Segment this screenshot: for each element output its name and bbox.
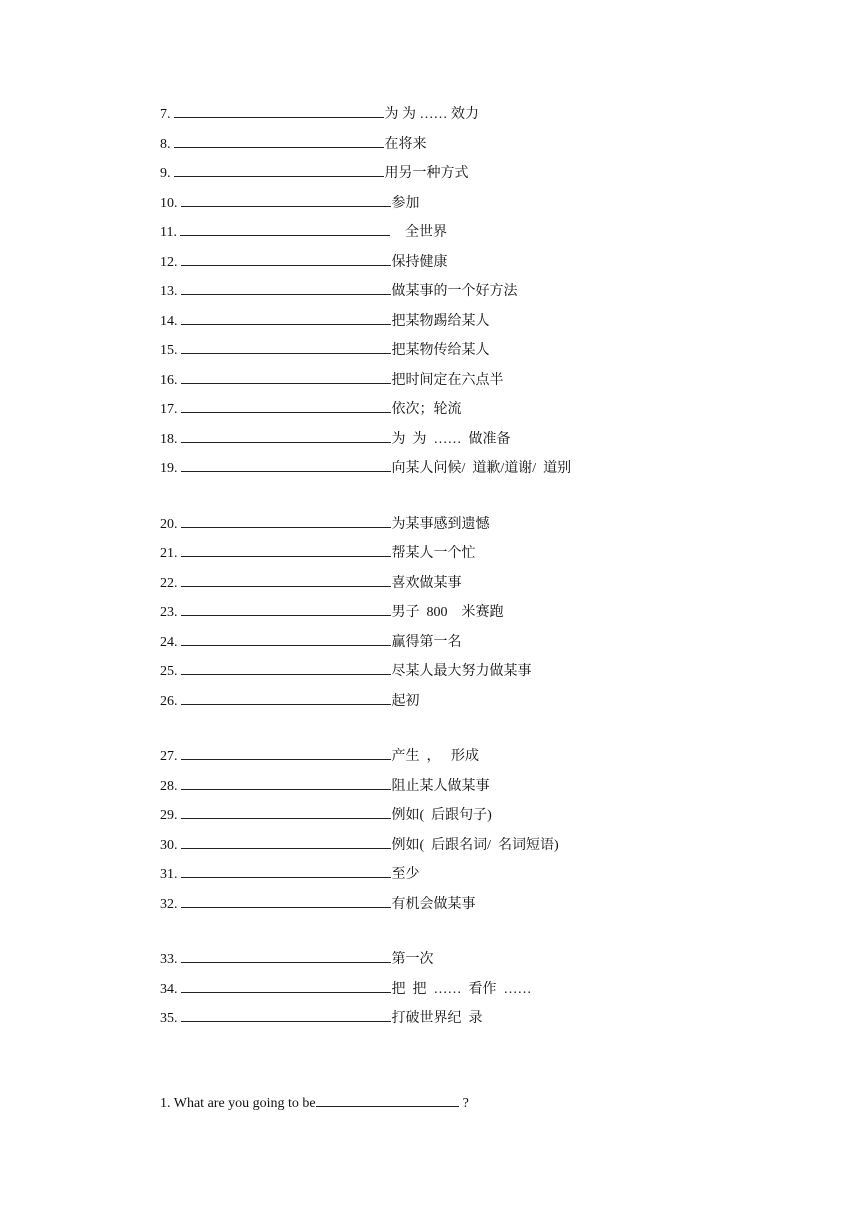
item-number: 33. <box>160 952 178 967</box>
answer-blank[interactable] <box>181 948 391 963</box>
item-number: 16. <box>160 372 178 388</box>
item-number: 32. <box>160 896 178 912</box>
list-item <box>160 834 571 864</box>
item-number: 11. <box>160 225 177 240</box>
answer-blank[interactable] <box>181 804 391 819</box>
list-item <box>160 398 571 428</box>
item-meaning: 第一次 <box>391 952 434 967</box>
item-meaning: 例如( 后跟名词/ 名词短语) <box>391 837 559 853</box>
item-meaning: 尽某人最大努力做某事 <box>391 664 532 679</box>
list-item <box>160 339 571 369</box>
item-number: 34. <box>160 981 178 997</box>
item-number: 26. <box>160 693 178 709</box>
item-meaning: 为某事感到遗憾 <box>391 516 490 532</box>
list-item <box>160 863 571 893</box>
item-number: 15. <box>160 343 178 358</box>
item-number: 17. <box>160 402 178 417</box>
item-number: 23. <box>160 605 178 620</box>
item-meaning: 阻止某人做某事 <box>391 778 490 794</box>
item-number: 20. <box>160 516 178 532</box>
answer-blank[interactable] <box>181 192 391 207</box>
list-item <box>160 601 571 631</box>
answer-blank[interactable] <box>181 775 391 790</box>
answer-blank[interactable] <box>181 893 391 908</box>
list-item <box>160 428 571 458</box>
item-meaning: 喜欢做某事 <box>391 575 462 591</box>
list-item <box>160 948 571 978</box>
item-meaning: 把 把 …… 看作 …… <box>391 981 532 997</box>
answer-blank[interactable] <box>181 542 391 557</box>
answer-blank[interactable] <box>181 690 391 705</box>
answer-blank[interactable] <box>181 428 391 443</box>
list-item <box>160 745 571 775</box>
item-meaning: 有机会做某事 <box>391 896 476 912</box>
answer-blank[interactable] <box>181 631 391 646</box>
sentence-end: ? <box>462 1096 469 1111</box>
list-item <box>160 251 571 281</box>
item-number: 35. <box>160 1011 178 1026</box>
item-number: 8. <box>160 136 171 152</box>
item-number: 28. <box>160 778 178 794</box>
answer-blank[interactable] <box>181 572 391 587</box>
item-meaning: 产生 ， 形成 <box>391 749 479 764</box>
item-meaning: 赢得第一名 <box>391 634 462 650</box>
list-item <box>160 310 571 340</box>
item-meaning: 用另一种方式 <box>384 166 469 181</box>
item-meaning: 参加 <box>391 195 420 211</box>
item-number: 31. <box>160 867 178 882</box>
answer-blank[interactable] <box>181 601 391 616</box>
item-meaning: 打破世界纪 录 <box>391 1011 483 1026</box>
item-meaning: 帮某人一个忙 <box>391 546 476 561</box>
answer-blank[interactable] <box>181 369 391 384</box>
list-item <box>160 660 571 690</box>
answer-blank[interactable] <box>181 863 391 878</box>
list-item <box>160 513 571 543</box>
list-item <box>160 804 571 834</box>
list-item <box>160 542 571 572</box>
item-meaning: 至少 <box>391 867 420 882</box>
list-item <box>160 893 571 923</box>
answer-blank[interactable] <box>181 339 391 354</box>
item-meaning: 把某物踢给某人 <box>391 313 490 329</box>
item-meaning: 向某人问候/ 道歉/道谢/ 道别 <box>391 461 572 476</box>
list-item <box>160 133 571 163</box>
sentence-text: 1. What are you going to be <box>160 1096 316 1111</box>
list-item <box>160 162 571 192</box>
item-number: 22. <box>160 575 178 591</box>
list-item <box>160 369 571 399</box>
item-number: 9. <box>160 166 171 181</box>
item-number: 14. <box>160 313 178 329</box>
list-item <box>160 280 571 310</box>
answer-blank[interactable] <box>181 978 391 993</box>
list-item <box>160 775 571 805</box>
answer-blank[interactable] <box>180 221 390 236</box>
answer-blank[interactable] <box>181 310 391 325</box>
item-meaning: 为 为 …… 做准备 <box>391 431 511 447</box>
list-item <box>160 572 571 602</box>
item-meaning: 在将来 <box>384 136 427 152</box>
item-number: 13. <box>160 284 178 299</box>
phrase-list <box>160 103 571 1037</box>
answer-blank[interactable] <box>181 745 391 760</box>
item-meaning: 例如( 后跟句子) <box>391 808 492 823</box>
list-item <box>160 690 571 720</box>
list-item <box>160 457 571 487</box>
answer-blank[interactable] <box>174 162 384 177</box>
list-item <box>160 103 571 133</box>
answer-blank[interactable] <box>181 513 391 528</box>
item-number: 24. <box>160 634 178 650</box>
answer-blank[interactable] <box>181 660 391 675</box>
list-item <box>160 192 571 222</box>
fill-in-sentence <box>160 1092 469 1112</box>
list-item <box>160 1007 571 1037</box>
answer-blank[interactable] <box>181 457 391 472</box>
item-meaning: 为 为 …… 效力 <box>384 107 479 122</box>
item-meaning: 依次；轮流 <box>391 402 462 417</box>
item-meaning: 起初 <box>391 693 420 709</box>
list-item <box>160 221 571 251</box>
item-number: 30. <box>160 837 178 853</box>
list-item <box>160 631 571 661</box>
answer-blank[interactable] <box>181 280 391 295</box>
answer-blank[interactable] <box>181 251 391 266</box>
item-meaning: 全世界 <box>390 225 447 240</box>
item-number: 10. <box>160 195 178 211</box>
item-number: 19. <box>160 461 178 476</box>
answer-blank[interactable] <box>181 398 391 413</box>
answer-blank[interactable] <box>181 1007 391 1022</box>
answer-blank[interactable] <box>316 1092 459 1107</box>
item-number: 29. <box>160 808 178 823</box>
item-number: 25. <box>160 664 178 679</box>
item-meaning: 男子 800 米赛跑 <box>391 605 504 620</box>
item-number: 27. <box>160 749 178 764</box>
answer-blank[interactable] <box>174 103 384 118</box>
item-meaning: 保持健康 <box>391 254 448 270</box>
item-meaning: 把某物传给某人 <box>391 343 490 358</box>
item-number: 12. <box>160 254 178 270</box>
item-meaning: 做某事的一个好方法 <box>391 284 518 299</box>
answer-blank[interactable] <box>181 834 391 849</box>
item-meaning: 把时间定在六点半 <box>391 372 504 388</box>
item-number: 21. <box>160 546 178 561</box>
item-number: 18. <box>160 431 178 447</box>
item-number: 7. <box>160 107 171 122</box>
list-item <box>160 978 571 1008</box>
answer-blank[interactable] <box>174 133 384 148</box>
